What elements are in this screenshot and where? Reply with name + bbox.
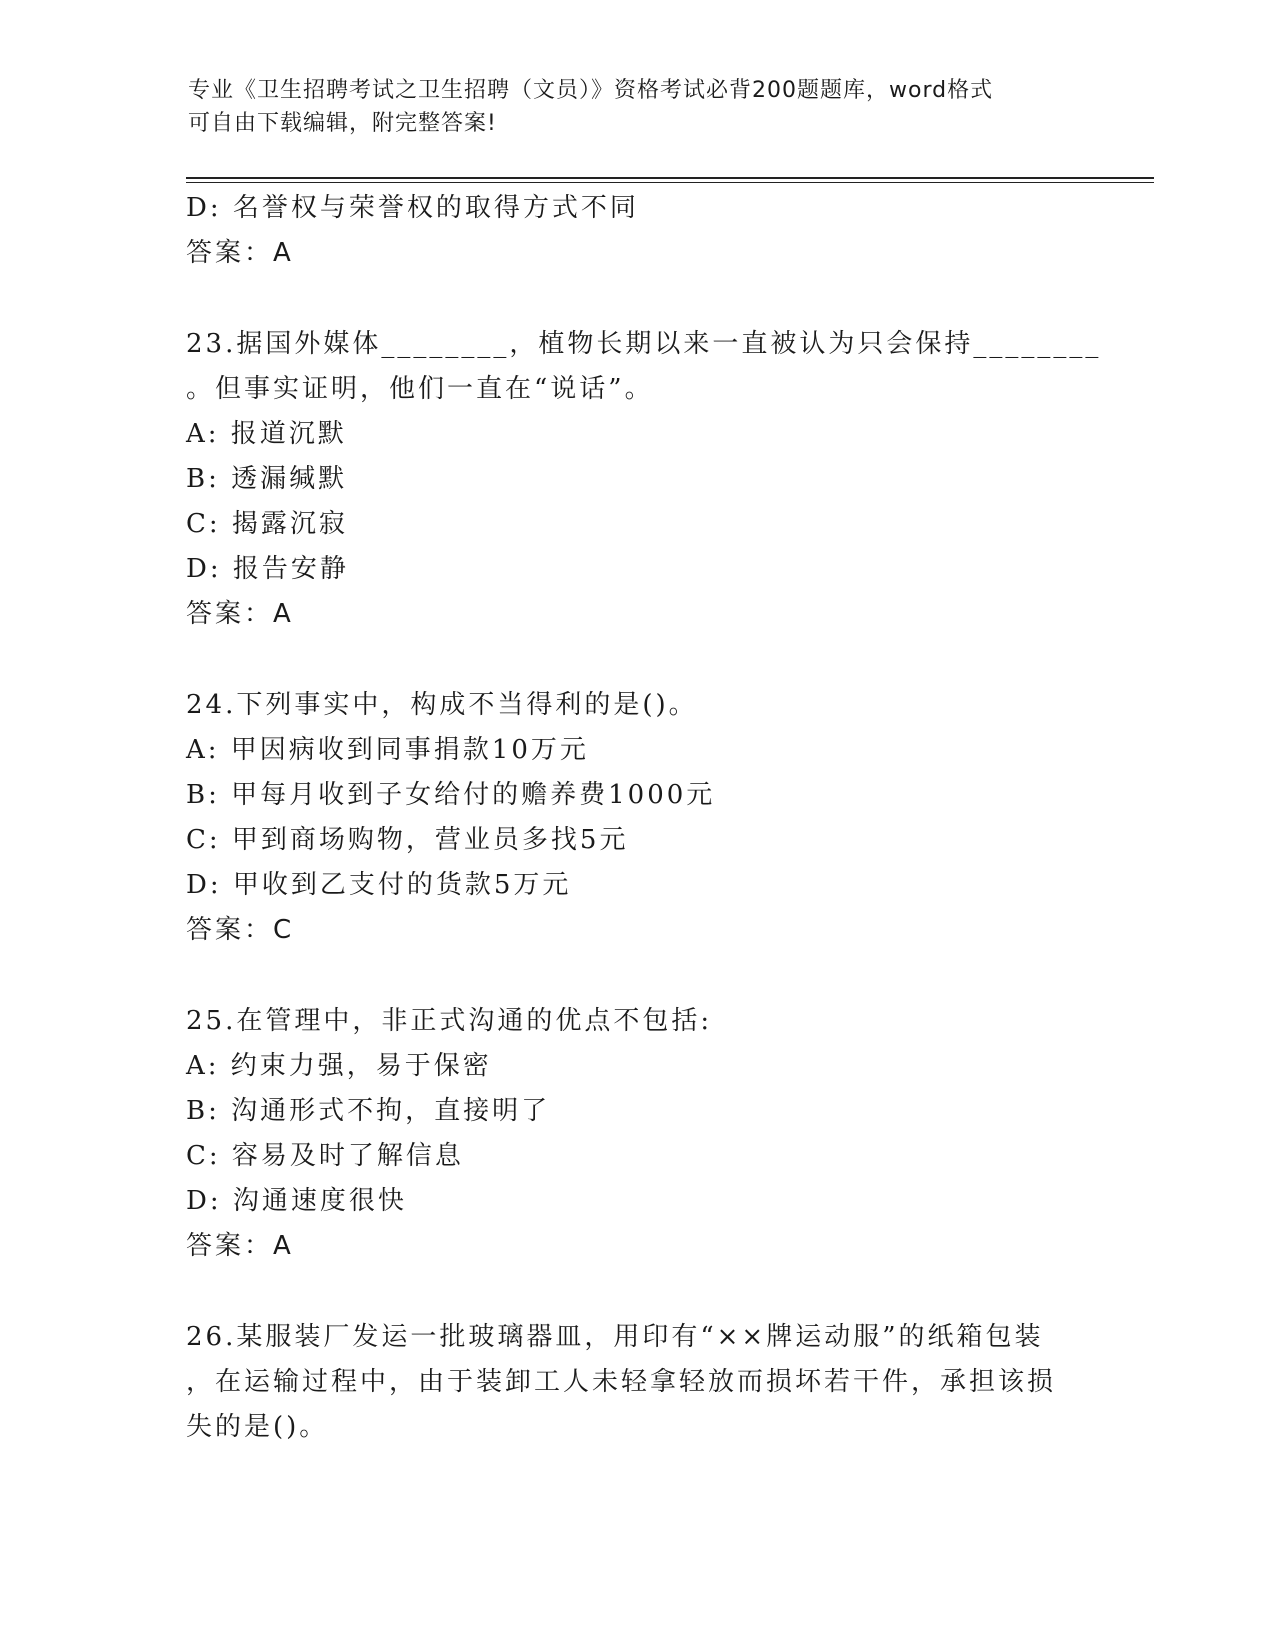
answer-line: 答案：A: [186, 1231, 294, 1261]
question-text-cont: 失的是()。: [186, 1412, 329, 1442]
document-body: [186, 186, 1102, 1450]
question-23: [186, 322, 1102, 637]
question-text: 24.下列事实中，构成不当得利的是()。: [186, 690, 698, 720]
question-text: 23.据国外媒体________，植物长期以来一直被认为只会保持________: [186, 329, 1102, 359]
question-text-cont: ，在运输过程中，由于装卸工人未轻拿轻放而损坏若干件，承担该损: [186, 1367, 1057, 1397]
question-text: 25.在管理中，非正式沟通的优点不包括:: [186, 1006, 713, 1036]
header-divider-thick: [186, 177, 1154, 179]
question-text-cont: 。但事实证明，他们一直在“说话”。: [186, 374, 654, 404]
question-text: 26.某服装厂发运一批玻璃器皿，用印有“××牌运动服”的纸箱包装: [186, 1322, 1044, 1352]
option-b: B: 甲每月收到子女给付的赡养费1000元: [186, 780, 716, 810]
document-header: [188, 74, 1068, 140]
spacer: [186, 637, 1086, 683]
option-d: D: 甲收到乙支付的货款5万元: [186, 870, 572, 900]
option-c: C: 容易及时了解信息: [186, 1141, 464, 1171]
option-b: B: 沟通形式不拘，直接明了: [186, 1096, 551, 1126]
option-c: C: 甲到商场购物，营业员多找5元: [186, 825, 629, 855]
option-a: A: 约束力强，易于保密: [186, 1051, 492, 1081]
question-26: [186, 1315, 1086, 1450]
header-title-line-1: 专业《卫生招聘考试之卫生招聘（文员）》资格考试必背200题题库，word格式: [188, 78, 994, 103]
question-24: [186, 683, 1086, 953]
header-divider-thin: [186, 182, 1154, 183]
answer-line: 答案：A: [186, 238, 294, 268]
answer-line: 答案：C: [186, 915, 295, 945]
question-prev: [186, 186, 1086, 276]
option-d: D: 报告安静: [186, 554, 349, 584]
option-c: C: 揭露沉寂: [186, 509, 348, 539]
question-25: [186, 999, 1086, 1269]
spacer: [186, 1269, 1086, 1315]
header-title-line-2: 可自由下载编辑，附完整答案!: [188, 111, 497, 136]
option-b: B: 透漏缄默: [186, 464, 348, 494]
answer-line: 答案：A: [186, 599, 294, 629]
option-d: D: 沟通速度很快: [186, 1186, 407, 1216]
option-d: D: 名誉权与荣誉权的取得方式不同: [186, 193, 639, 223]
option-a: A: 报道沉默: [186, 419, 347, 449]
spacer: [186, 953, 1086, 999]
spacer: [186, 276, 1086, 322]
option-a: A: 甲因病收到同事捐款10万元: [186, 735, 589, 765]
